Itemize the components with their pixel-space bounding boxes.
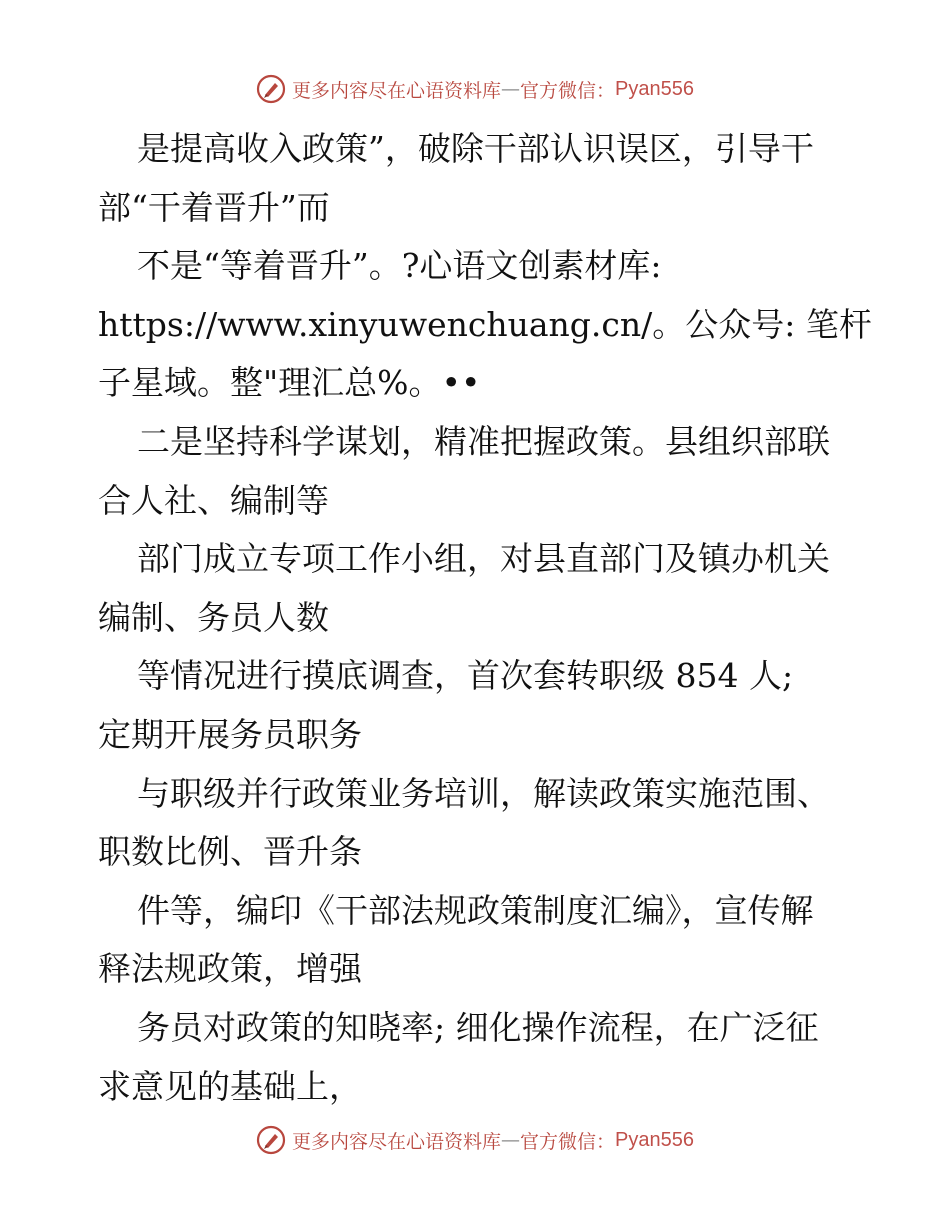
banner-account-label: 官方微信： (520, 1130, 616, 1153)
pen-logo-icon (256, 74, 286, 104)
text-line: 子星域。整"理汇总%。•• (98, 363, 481, 403)
text-line: 释法规政策，增强 (98, 949, 362, 989)
banner-account-label: 官方微信： (520, 79, 616, 102)
banner-account-id: Pyan556 (615, 77, 694, 100)
text-line: 部门成立专项工作小组，对县直部门及镇办机关 (137, 539, 830, 579)
text-line: 等情况进行摸底调查，首次套转职级 854 人; (137, 656, 794, 696)
text-line: 件等，编印《干部法规政策制度汇编》，宣传解 (137, 890, 814, 930)
banner-separator: — (501, 1129, 521, 1151)
text-line: 定期开展务员职务 (98, 714, 362, 754)
text-line: 编制、务员人数 (98, 597, 329, 637)
text-line: 合人社、编制等 (98, 480, 329, 520)
text-line: 求意见的基础上， (98, 1066, 362, 1106)
text-line: 与职级并行政策业务培训，解读政策实施范围、 (137, 773, 830, 813)
text-line: 二是坚持科学谋划，精准把握政策。县组织部联 (137, 421, 830, 461)
text-line: 务员对政策的知晓率; 细化操作流程，在广泛征 (137, 1007, 819, 1047)
document-body (98, 120, 872, 1116)
pen-logo-icon (256, 1125, 286, 1155)
text-line: 不是“等着晋升”。?心语文创素材库: (137, 246, 662, 286)
banner-main-text: 更多内容尽在心语资料库 (292, 1130, 502, 1153)
text-line: 是提高收入政策”，破除干部认识误区，引导干 (137, 129, 814, 168)
banner-account-id: Pyan556 (615, 1128, 694, 1151)
text-line-url: https://www.xinyuwenchuang.cn/。公众号: 笔杆 (98, 304, 872, 344)
text-line: 部“干着晋升”而 (98, 187, 330, 227)
header-watermark-banner (0, 72, 950, 106)
banner-separator: — (501, 78, 521, 100)
banner-main-text: 更多内容尽在心语资料库 (292, 79, 502, 102)
text-line: 职数比例、晋升条 (98, 832, 362, 872)
footer-watermark-banner (0, 1123, 950, 1157)
